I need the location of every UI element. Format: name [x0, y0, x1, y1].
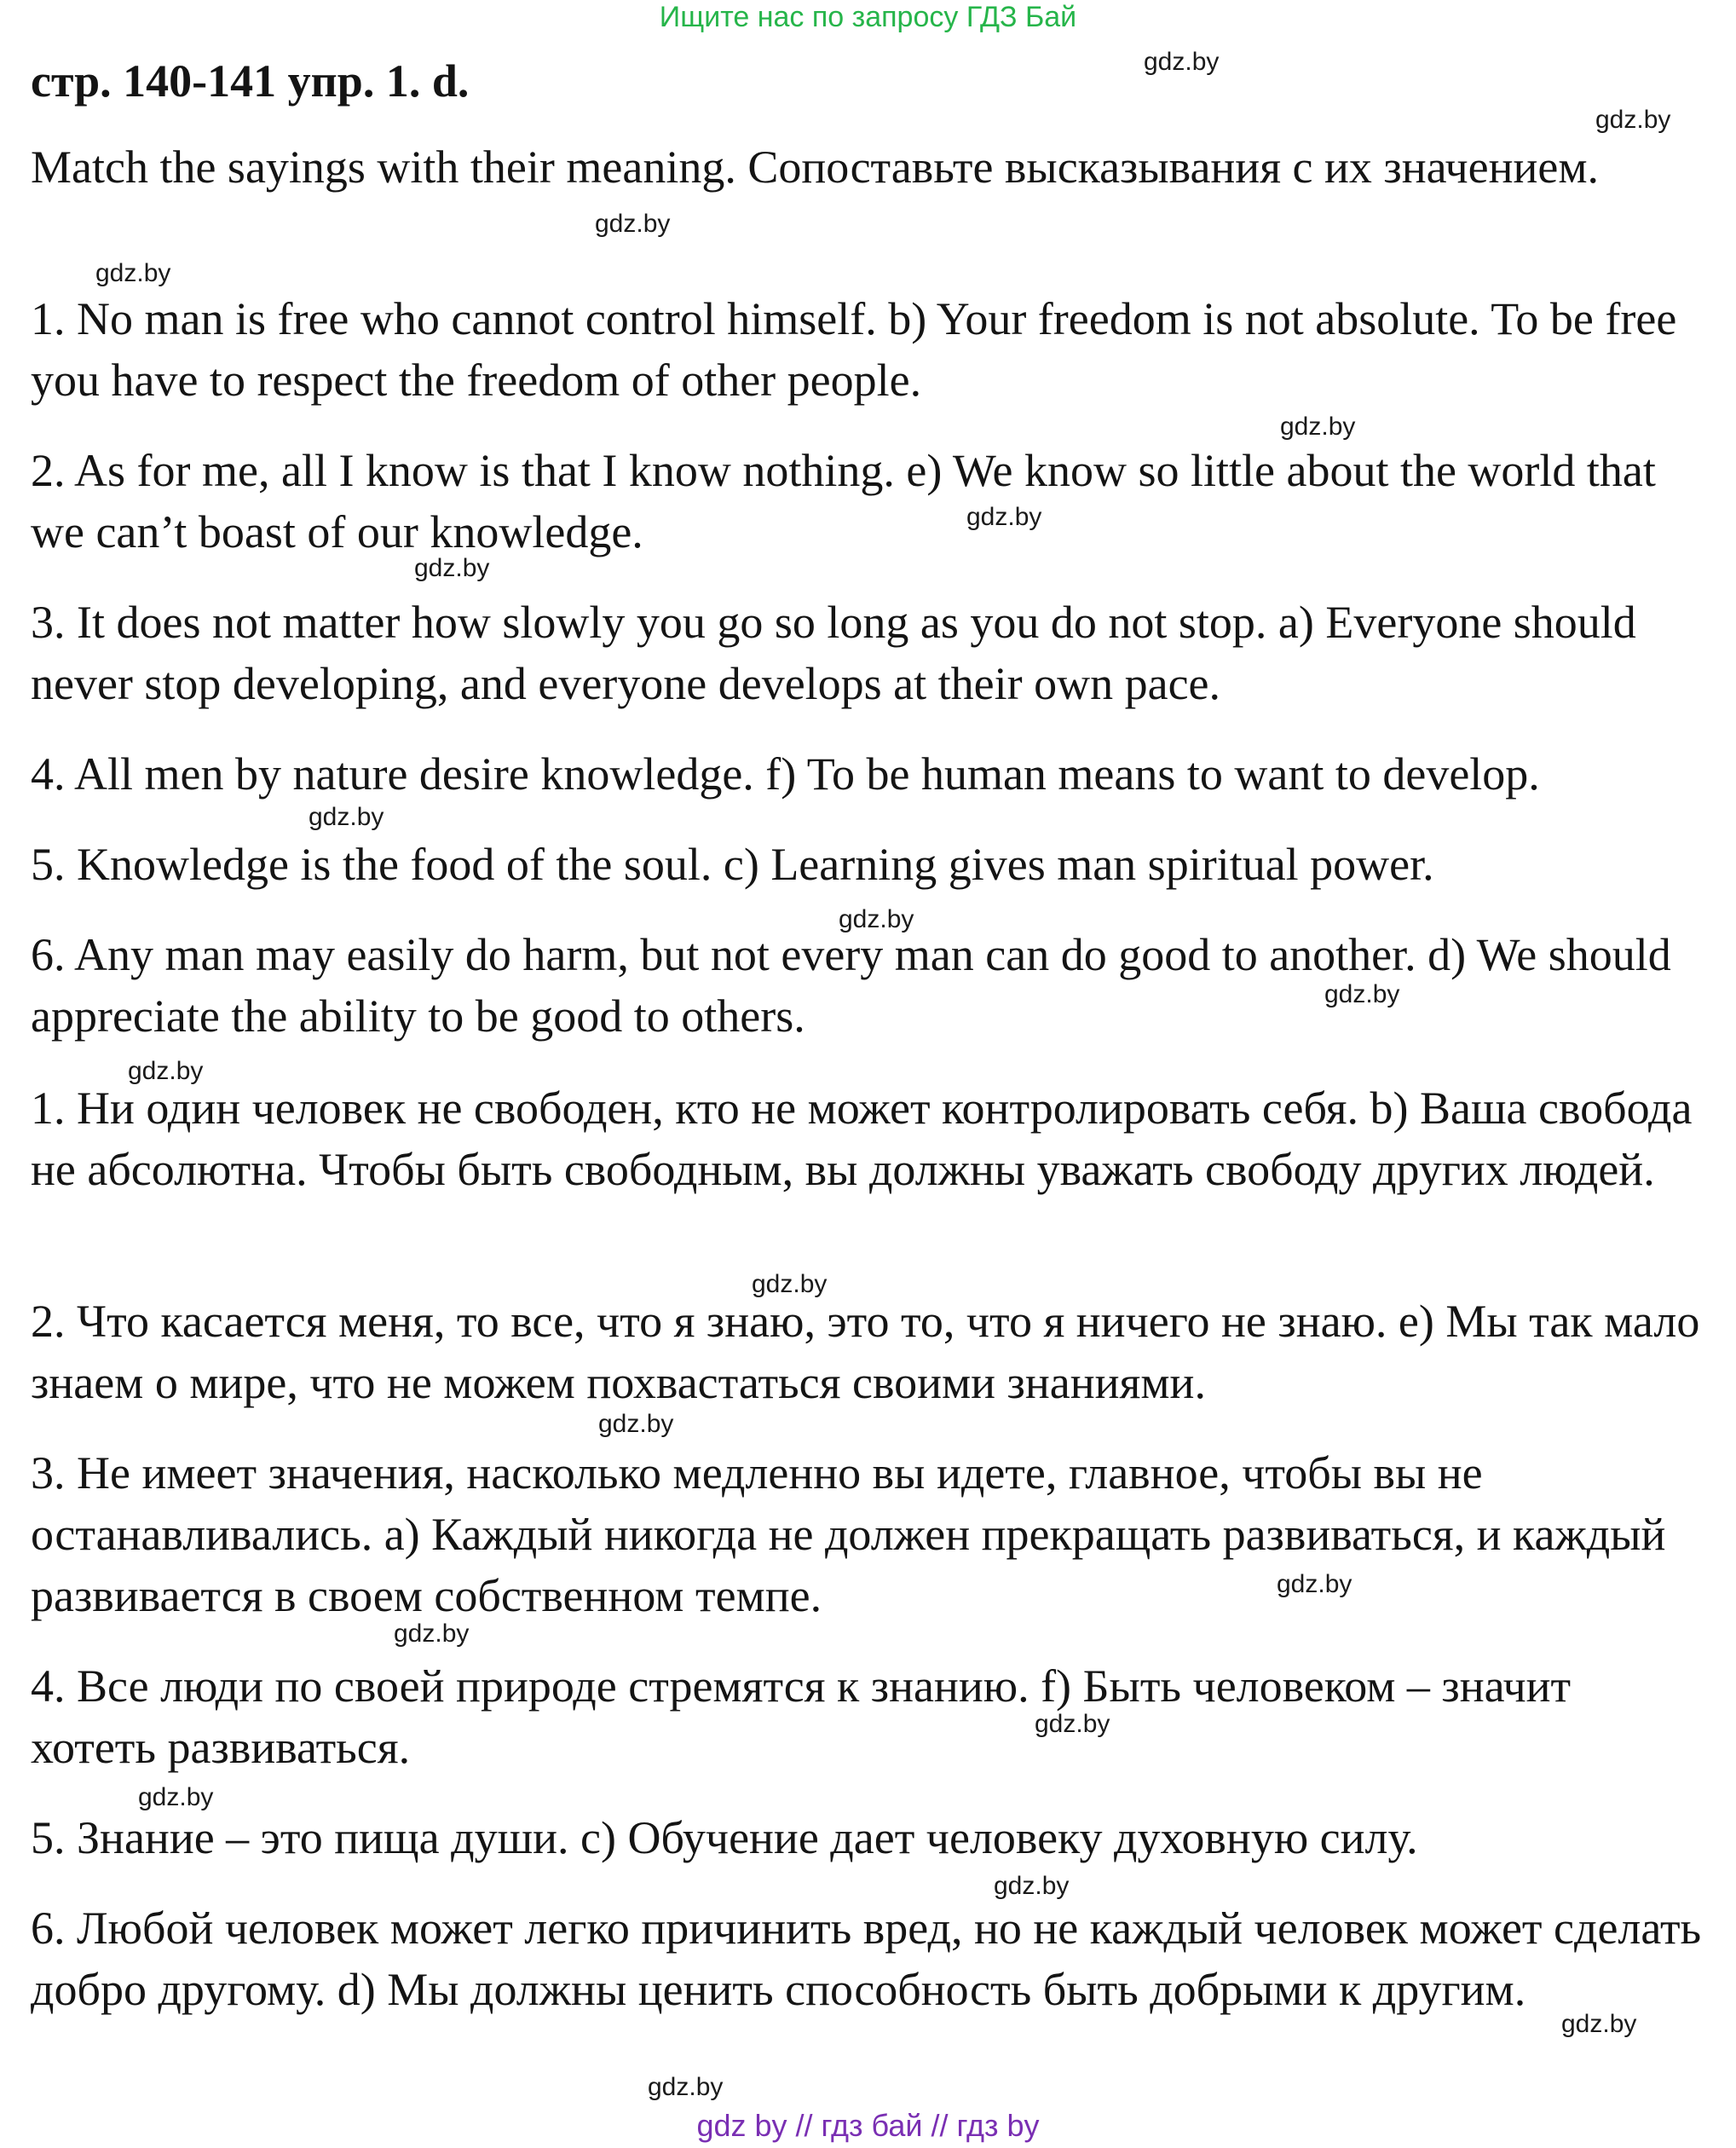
watermark: gdz.by: [414, 554, 490, 582]
instruction-text: Match the sayings with their meaning. Сопоставьте высказывания с их значением.: [31, 141, 1600, 193]
watermark: gdz.by: [598, 1410, 674, 1438]
watermark: gdz.by: [1144, 48, 1220, 76]
watermark: gdz.by: [128, 1057, 204, 1085]
watermark: gdz.by: [1561, 2010, 1637, 2038]
english-item-4: 4. All men by nature desire knowledge. f) To be human means to want to develop.: [31, 748, 1540, 800]
top-banner: Ищите нас по запросу ГДЗ Бай: [659, 1, 1077, 33]
english-item-3: 3. It does not matter how slowly you go so long as you do not stop. a) Everyone should never stop developing, and everyone develops at their own pace.: [31, 597, 1636, 709]
english-item-1: 1. No man is free who cannot control himself. b) Your freedom is not absolute. To be free you have to respect the freedom of other people.: [31, 293, 1677, 406]
watermark: gdz.by: [1277, 1570, 1352, 1598]
watermark: gdz.by: [1595, 106, 1671, 134]
watermark: gdz.by: [1280, 413, 1356, 441]
english-item-2: 2. As for me, all I know is that I know nothing. e) We know so little about the world that we can’t boast of our knowledge.: [31, 445, 1656, 557]
russian-item-2: 2. Что касается меня, то все, что я знаю, это то, что я ничего не знаю. e) Мы так мало знаем о мире, что не можем похвастаться своими знаниями.: [31, 1296, 1700, 1408]
watermark: gdz.by: [595, 210, 671, 238]
watermark: gdz.by: [648, 2073, 724, 2101]
watermark: gdz.by: [394, 1620, 470, 1648]
watermark: gdz.by: [966, 503, 1042, 531]
english-item-5: 5. Knowledge is the food of the soul. c) Learning gives man spiritual power.: [31, 839, 1434, 890]
english-item-6: 6. Any man may easily do harm, but not every man can do good to another. d) We should appreciate the ability to be good to others.: [31, 929, 1671, 1042]
watermark: gdz.by: [839, 905, 914, 933]
russian-item-3: 3. Не имеет значения, насколько медленно вы идете, главное, чтобы вы не останавливались. a) Каждый никогда не должен прекращать развиваться, и каждый развивается в своем собственном темпе.: [31, 1447, 1666, 1621]
watermark: gdz.by: [309, 803, 384, 831]
watermark: gdz.by: [1324, 980, 1400, 1008]
watermark: gdz.by: [138, 1783, 214, 1811]
russian-item-6: 6. Любой человек может легко причинить вред, но не каждый человек может сделать добро другому. d) Мы должны ценить способность быть добрыми к другим.: [31, 1903, 1702, 2015]
page-title: стр. 140-141 упр. 1. d.: [31, 55, 470, 107]
russian-item-4: 4. Все люди по своей природе стремятся к знанию. f) Быть человеком – значит хотеть развиваться.: [31, 1660, 1572, 1773]
russian-item-5: 5. Знание – это пища души. c) Обучение дает человеку духовную силу.: [31, 1812, 1418, 1863]
russian-item-1: 1. Ни один человек не свободен, кто не может контролировать себя. b) Ваша свобода не абсолютна. Чтобы быть свободным, вы должны уважать свободу других людей.: [31, 1083, 1693, 1195]
watermark: gdz.by: [752, 1270, 828, 1298]
watermark: gdz.by: [1035, 1710, 1110, 1738]
watermark: gdz.by: [95, 259, 171, 287]
watermark: gdz.by: [994, 1872, 1070, 1900]
footer-links: gdz by // гдз бай // гдз by: [696, 2108, 1040, 2143]
